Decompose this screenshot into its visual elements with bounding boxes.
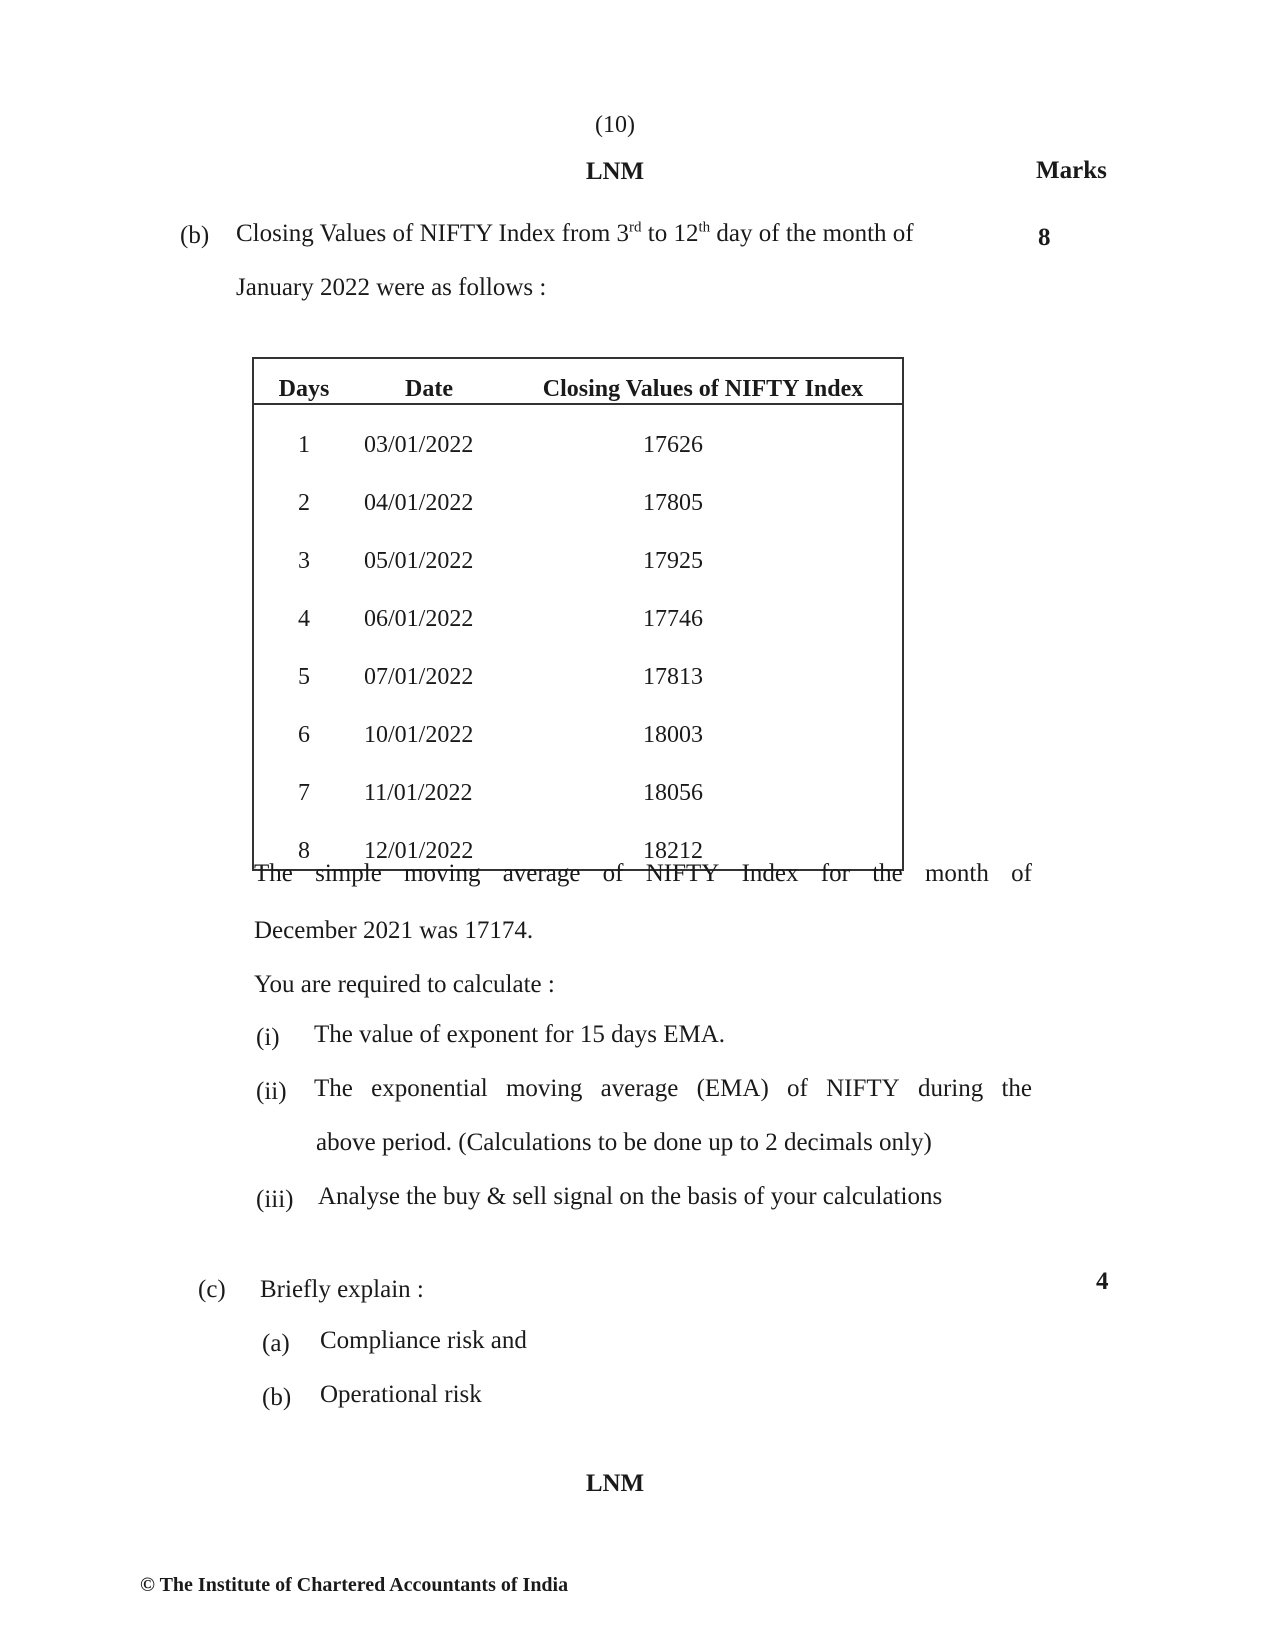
cell-date: 03/01/2022	[364, 432, 474, 458]
cell-value: 17925	[643, 548, 703, 574]
header-closing-values: Closing Values of NIFTY Index	[504, 358, 903, 404]
table-row	[253, 404, 903, 463]
nifty-table	[252, 357, 904, 871]
item-text-ii-line2: above period. (Calculations to be done up to 2 decimals only)	[316, 1129, 932, 1156]
cell-date: 11/01/2022	[364, 780, 473, 806]
table-row	[253, 521, 903, 579]
item-text-a: Compliance risk and	[320, 1327, 527, 1354]
item-text-i: The value of exponent for 15 days EMA.	[314, 1021, 725, 1048]
sma-word: NIFTY	[645, 860, 720, 887]
header-date: Date	[354, 358, 504, 404]
sma-word: the	[872, 860, 903, 887]
cell-day: 8	[298, 838, 310, 864]
cell-value: 17626	[643, 432, 703, 458]
table-row	[253, 695, 903, 753]
item-num-iii: (iii)	[256, 1186, 294, 1213]
cell-date: 04/01/2022	[364, 490, 474, 516]
item-ii-word: during	[917, 1075, 984, 1102]
item-ii-word: moving	[505, 1075, 583, 1102]
sma-word: Index	[741, 860, 799, 887]
intro-sup-rd: rd	[629, 219, 642, 236]
sma-word: for	[820, 860, 850, 887]
item-ii-word: exponential	[371, 1075, 488, 1102]
item-text-b: Operational risk	[320, 1381, 482, 1408]
item-text-ii-line1	[314, 1075, 1032, 1103]
cell-date: 12/01/2022	[364, 838, 474, 864]
cell-day: 6	[298, 722, 310, 748]
question-b-intro-line2: January 2022 were as follows :	[236, 274, 547, 301]
sma-word: simple	[315, 860, 382, 887]
cell-value: 17746	[643, 606, 703, 632]
paper-code-bottom: LNM	[585, 1470, 645, 1497]
page-number: (10)	[595, 112, 635, 138]
intro-sup-th: th	[698, 219, 711, 236]
sma-word: month	[924, 860, 989, 887]
table-row	[253, 637, 903, 695]
intro-part-3: day of the month of	[710, 220, 914, 247]
cell-date: 07/01/2022	[364, 664, 474, 690]
cell-day: 2	[298, 490, 310, 516]
sma-word: average	[502, 860, 581, 887]
sma-line-1	[254, 860, 1032, 888]
required-text: You are required to calculate :	[254, 971, 555, 998]
table-row	[253, 579, 903, 637]
table-row	[253, 463, 903, 521]
item-num-a: (a)	[262, 1330, 290, 1357]
sma-word: of	[602, 860, 624, 887]
cell-value: 17805	[643, 490, 703, 516]
paper-code-top: LNM	[585, 158, 645, 185]
cell-value: 17813	[643, 664, 703, 690]
copyright: © The Institute of Chartered Accountants of India	[140, 1574, 569, 1596]
item-text-iii: Analyse the buy & sell signal on the basis of your calculations	[318, 1183, 943, 1210]
cell-date: 05/01/2022	[364, 548, 474, 574]
item-ii-word: NIFTY	[826, 1075, 900, 1102]
cell-value: 18056	[643, 780, 703, 806]
question-b-label: (b)	[180, 222, 210, 249]
item-ii-word: (EMA)	[696, 1075, 769, 1102]
item-ii-word: average	[600, 1075, 679, 1102]
cell-day: 5	[298, 664, 310, 690]
sma-word: of	[1011, 860, 1032, 887]
item-ii-word: The	[314, 1075, 353, 1102]
header-days: Days	[253, 358, 354, 404]
cell-day: 3	[298, 548, 310, 574]
sma-word: The	[254, 860, 293, 887]
question-c-intro: Briefly explain :	[260, 1276, 424, 1303]
item-num-b: (b)	[262, 1384, 292, 1411]
question-c-marks: 4	[1096, 1268, 1109, 1295]
question-c-label: (c)	[198, 1276, 226, 1303]
cell-date: 06/01/2022	[364, 606, 474, 632]
intro-part-1: Closing Values of NIFTY Index from 3	[236, 220, 630, 247]
item-num-i: (i)	[256, 1024, 280, 1051]
intro-part-2: to 12	[641, 220, 699, 247]
marks-header: Marks	[1036, 157, 1107, 184]
cell-day: 1	[298, 432, 310, 458]
table-row	[253, 753, 903, 811]
sma-line-2: December 2021 was 17174.	[254, 917, 534, 944]
cell-date: 10/01/2022	[364, 722, 474, 748]
item-ii-word: the	[1001, 1075, 1032, 1102]
item-ii-word: of	[787, 1075, 808, 1102]
sma-word: moving	[404, 860, 481, 887]
table-header-row	[253, 358, 903, 404]
cell-value: 18003	[643, 722, 703, 748]
cell-day: 4	[298, 606, 310, 632]
question-b-intro	[236, 218, 980, 249]
cell-value: 18212	[643, 838, 703, 864]
question-b-marks: 8	[1038, 224, 1051, 251]
item-num-ii: (ii)	[256, 1078, 287, 1105]
cell-day: 7	[298, 780, 310, 806]
